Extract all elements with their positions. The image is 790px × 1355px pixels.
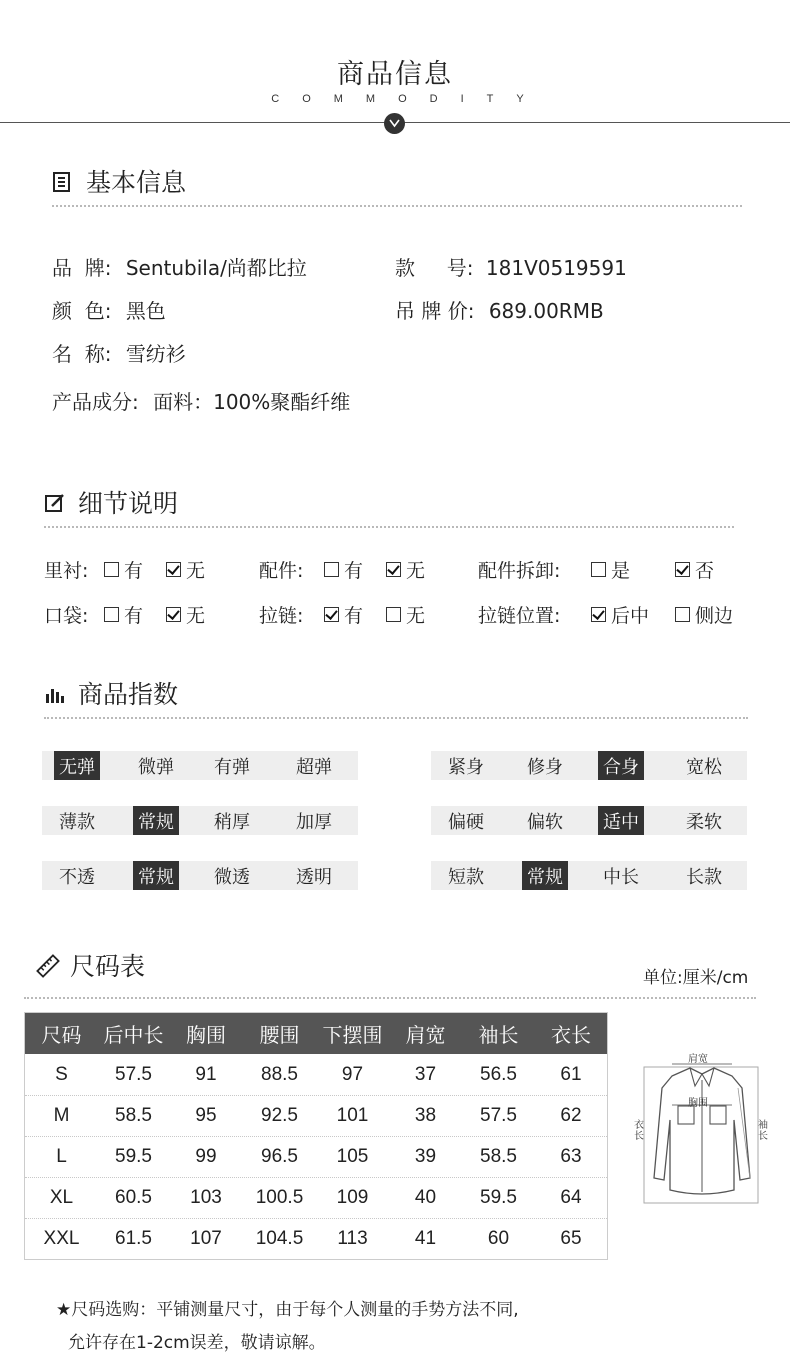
page-title: 商品信息	[337, 59, 453, 90]
edit-icon	[44, 491, 66, 513]
detail-option[interactable]	[324, 601, 363, 628]
detail-option-text: 有	[124, 560, 144, 582]
index-option: 微透	[214, 866, 250, 888]
detail-label: 拉链位置:	[478, 605, 561, 627]
table-cell: 38	[414, 1105, 437, 1126]
table-header-cell: 尺码	[41, 1023, 82, 1047]
index-bar-right-0	[431, 751, 747, 780]
table-cell: XL	[49, 1187, 74, 1208]
index-option: 长款	[686, 866, 722, 888]
table-cell: 97	[341, 1063, 364, 1085]
table-cell: 107	[190, 1228, 222, 1249]
table-header	[25, 1013, 607, 1054]
shirt-outline-icon	[632, 1050, 772, 1210]
size-note-line2: 允许存在1-2cm误差，敬请谅解。	[68, 1333, 326, 1353]
checkbox-unchecked-icon[interactable]	[104, 607, 119, 622]
index-option: 超弹	[296, 756, 332, 778]
table-cell: 96.5	[261, 1146, 298, 1167]
table-cell: 100.5	[255, 1187, 304, 1208]
brand-value: Sentubila/尚都比拉	[125, 256, 307, 280]
checkbox-unchecked-icon[interactable]	[591, 562, 606, 577]
index-option: 加厚	[296, 811, 332, 833]
table-cell: 92.5	[261, 1105, 298, 1126]
checkbox-checked-icon[interactable]	[166, 607, 181, 622]
detail-option-text: 有	[344, 605, 364, 627]
detail-option[interactable]	[104, 601, 143, 628]
document-icon	[52, 170, 74, 192]
table-cell: 109	[336, 1187, 369, 1208]
table-cell: 113	[337, 1228, 368, 1249]
index-option: 紧身	[448, 756, 484, 778]
detail-option[interactable]	[166, 601, 205, 628]
index-option-selected: 常规	[133, 806, 179, 835]
table-cell: 57.5	[480, 1105, 517, 1126]
table-cell: 60.5	[115, 1187, 152, 1208]
table-cell: S	[55, 1063, 68, 1085]
detail-option[interactable]	[591, 556, 630, 583]
detail-label: 配件:	[259, 560, 304, 582]
diagram-label-sleeve: 袖长	[758, 1120, 768, 1142]
price-row	[395, 295, 604, 324]
material-label: 产品成分:	[52, 390, 139, 414]
index-option: 中长	[603, 866, 639, 888]
index-option: 偏软	[527, 811, 563, 833]
table-cell: 57.5	[115, 1063, 152, 1085]
detail-option[interactable]	[386, 556, 425, 583]
color-value: 黑色	[125, 299, 166, 323]
table-header-cell: 衣长	[551, 1023, 591, 1047]
table-cell: 95	[195, 1105, 217, 1126]
dotted-divider	[52, 205, 742, 207]
detail-option[interactable]	[675, 601, 733, 628]
price-label: 吊 牌 价:	[395, 299, 475, 323]
dotted-divider	[24, 997, 756, 999]
detail-label: 拉链:	[259, 605, 304, 627]
table-row	[25, 1095, 607, 1136]
detail-option-text: 是	[611, 560, 631, 582]
detail-option-text: 无	[406, 560, 426, 582]
index-option: 柔软	[686, 811, 722, 833]
table-header-cell: 胸围	[186, 1023, 226, 1047]
style-value: 181V0519591	[485, 256, 627, 280]
table-cell: 56.5	[480, 1063, 517, 1085]
detail-option[interactable]	[675, 556, 714, 583]
brand-label: 品 牌:	[52, 256, 112, 280]
section-title: 基本信息	[86, 168, 187, 197]
shirt-diagram	[632, 1050, 772, 1210]
checkbox-checked-icon[interactable]	[591, 607, 606, 622]
index-option: 薄款	[59, 811, 95, 833]
material-value: 面料：100%聚酯纤维	[153, 390, 351, 414]
table-cell: L	[56, 1146, 67, 1167]
index-bar-right-2	[431, 861, 747, 890]
index-option: 修身	[527, 756, 563, 778]
table-cell: 37	[414, 1063, 437, 1085]
table-cell: 91	[195, 1063, 217, 1085]
detail-option[interactable]	[386, 601, 425, 628]
detail-option-text: 否	[695, 560, 715, 582]
table-cell: 104.5	[255, 1228, 304, 1249]
material-row	[52, 386, 350, 415]
name-row	[52, 338, 186, 367]
name-label: 名 称:	[52, 342, 112, 366]
index-option: 透明	[296, 866, 332, 888]
bar-chart-icon	[44, 682, 66, 704]
section-title: 细节说明	[78, 489, 179, 518]
detail-option-text: 侧边	[695, 605, 734, 627]
color-row	[52, 295, 166, 324]
table-cell: 101	[336, 1105, 369, 1126]
section-size	[36, 947, 145, 983]
index-option-selected: 常规	[522, 861, 568, 890]
diagram-label-shoulder: 肩宽	[688, 1054, 708, 1065]
name-value: 雪纺衫	[125, 342, 186, 366]
index-option-selected: 无弹	[54, 751, 100, 780]
index-option: 稍厚	[214, 811, 250, 833]
table-row	[25, 1136, 607, 1177]
page-subtitle: COMMODITY	[271, 93, 547, 105]
table-cell: M	[53, 1105, 70, 1126]
table-cell: 99	[195, 1146, 217, 1167]
detail-label: 里衬:	[44, 560, 89, 582]
dotted-divider	[44, 717, 748, 719]
table-header-cell: 后中长	[103, 1023, 164, 1047]
table-row	[25, 1218, 607, 1259]
unit-label: 单位:厘米/cm	[643, 968, 749, 988]
index-option-selected: 适中	[598, 806, 644, 835]
detail-option[interactable]	[166, 556, 205, 583]
table-cell: 61	[560, 1063, 582, 1085]
table-header-cell: 腰围	[259, 1023, 300, 1047]
diagram-label-chest: 胸围	[688, 1098, 708, 1109]
table-cell: 63	[560, 1146, 582, 1167]
brand-row	[52, 252, 307, 281]
table-cell: 58.5	[115, 1105, 152, 1126]
checkbox-unchecked-icon[interactable]	[675, 607, 690, 622]
detail-option-text: 无	[186, 560, 206, 582]
table-cell: 59.5	[115, 1146, 152, 1167]
detail-option[interactable]	[324, 556, 363, 583]
detail-option-text: 后中	[611, 605, 650, 627]
table-cell: 39	[414, 1146, 437, 1167]
table-cell: 41	[414, 1228, 437, 1249]
table-cell: 64	[560, 1187, 582, 1208]
size-table	[24, 1012, 608, 1260]
table-row	[25, 1177, 607, 1218]
index-option: 偏硬	[448, 811, 484, 833]
index-bar-left-1	[42, 806, 358, 835]
table-cell: 65	[560, 1228, 582, 1249]
table-cell: 58.5	[480, 1146, 517, 1167]
section-index	[44, 675, 178, 711]
detail-option[interactable]	[104, 556, 143, 583]
checkbox-checked-icon[interactable]	[324, 607, 339, 622]
table-cell: 40	[414, 1187, 437, 1208]
detail-option-text: 有	[124, 605, 144, 627]
detail-label: 配件拆卸:	[478, 560, 561, 582]
table-cell: XXL	[43, 1228, 80, 1249]
table-cell: 88.5	[261, 1063, 298, 1085]
chevron-down-icon	[384, 113, 405, 134]
table-header-cell: 肩宽	[405, 1023, 446, 1047]
checkbox-checked-icon[interactable]	[166, 562, 181, 577]
section-basic-info	[52, 163, 186, 199]
ruler-icon	[36, 954, 58, 976]
size-note-line1: ★尺码选购：平铺测量尺寸，由于每个人测量的手势方法不同,	[56, 1300, 519, 1320]
section-title: 商品指数	[78, 680, 179, 709]
color-label: 颜 色:	[52, 299, 112, 323]
index-option: 不透	[59, 866, 95, 888]
table-header-cell: 袖长	[478, 1023, 519, 1047]
table-cell: 60	[487, 1228, 510, 1249]
index-option: 短款	[448, 866, 484, 888]
index-bar-right-1	[431, 806, 747, 835]
detail-option[interactable]	[591, 601, 649, 628]
detail-option-text: 无	[406, 605, 426, 627]
index-bar-left-2	[42, 861, 358, 890]
table-cell: 61.5	[115, 1228, 152, 1249]
dotted-divider	[44, 526, 734, 528]
detail-label: 口袋:	[44, 605, 89, 627]
detail-option-text: 无	[186, 605, 206, 627]
price-value: 689.00RMB	[488, 299, 604, 323]
style-row	[395, 252, 627, 281]
table-row	[25, 1054, 607, 1095]
index-option: 宽松	[686, 756, 722, 778]
index-bar-left-0	[42, 751, 358, 780]
detail-option-text: 有	[344, 560, 364, 582]
checkbox-unchecked-icon[interactable]	[386, 607, 401, 622]
checkbox-checked-icon[interactable]	[675, 562, 690, 577]
table-cell: 59.5	[480, 1187, 517, 1208]
section-details	[44, 484, 178, 520]
checkbox-unchecked-icon[interactable]	[104, 562, 119, 577]
index-option: 微弹	[138, 756, 174, 778]
checkbox-unchecked-icon[interactable]	[324, 562, 339, 577]
table-header-cell: 下摆围	[322, 1023, 383, 1047]
diagram-label-length: 衣长	[634, 1120, 644, 1142]
table-cell: 103	[190, 1187, 222, 1208]
checkbox-checked-icon[interactable]	[386, 562, 401, 577]
index-option: 有弹	[214, 756, 250, 778]
index-option-selected: 合身	[598, 751, 644, 780]
table-cell: 105	[336, 1146, 369, 1167]
style-label: 款 号:	[395, 256, 474, 280]
section-title: 尺码表	[70, 952, 146, 981]
table-cell: 62	[560, 1105, 582, 1126]
index-option-selected: 常规	[133, 861, 179, 890]
